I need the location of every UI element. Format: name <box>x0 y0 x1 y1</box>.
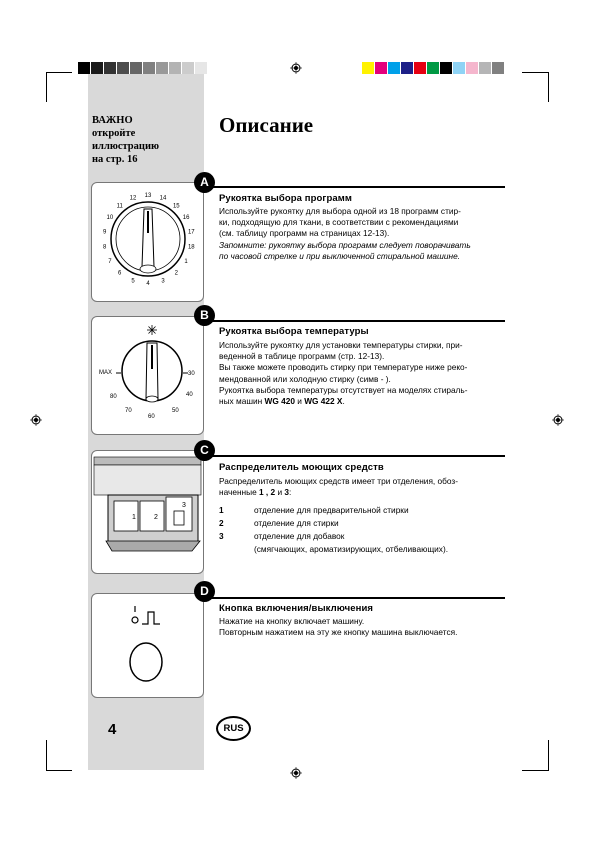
body-line: Рукоятка выбора температуры отсутствует на моделях стираль- <box>219 384 468 395</box>
color-swatch <box>362 62 374 74</box>
section-body-a <box>219 206 471 262</box>
detergent-drawer-panel <box>91 450 204 574</box>
registration-mark-icon <box>552 414 564 426</box>
dial-label: 4 <box>146 281 150 287</box>
color-swatch <box>195 62 207 74</box>
important-note-line: ВАЖНО <box>92 115 133 126</box>
body-text: и <box>275 487 285 498</box>
crop-mark <box>46 72 47 102</box>
list-item-number: 1 <box>219 505 224 515</box>
dial-label: 8 <box>103 244 107 251</box>
body-line: Вы также можете проводить стирку при температуре ниже реко- <box>219 362 468 373</box>
color-swatch <box>466 62 478 74</box>
dial-label: 12 <box>129 195 137 202</box>
dial-label: 3 <box>161 278 165 285</box>
dial-label: 15 <box>172 203 180 210</box>
power-button-illustration <box>92 594 203 697</box>
dial-label: 7 <box>108 259 112 265</box>
temperature-dial-panel <box>91 316 204 435</box>
dial-label: 40 <box>186 392 193 398</box>
section-badge-a: A <box>194 172 215 193</box>
body-text: . <box>342 396 345 407</box>
power-button-panel <box>91 593 204 698</box>
color-swatch <box>143 62 155 74</box>
body-line: Используйте рукоятку для выбора одной из 18 программ стир- <box>219 206 461 216</box>
crop-mark <box>46 740 47 770</box>
detergent-drawer-illustration <box>92 451 203 573</box>
body-line: Повторным нажатием на эту же кнопку машина выключается. <box>219 627 458 638</box>
color-swatch <box>453 62 465 74</box>
section-title-d: Кнопка включения/выключения <box>219 603 374 614</box>
section-divider <box>203 597 505 599</box>
snowflake-icon <box>147 325 157 335</box>
model-name: WG 422 X <box>304 396 343 407</box>
body-line: ки, подходящую для ткани, в соответствии с рекомендациями <box>219 217 459 228</box>
program-dial-panel <box>91 182 204 302</box>
list-item-note-text: (смягчающих, ароматизирующих, отбеливающих). <box>254 544 449 554</box>
section-body-c <box>219 476 458 498</box>
temperature-dial-illustration <box>92 317 203 434</box>
body-line-models <box>219 396 468 407</box>
section-badge-c: C <box>194 440 215 461</box>
color-swatch <box>401 62 413 74</box>
list-item-label: отделение для предварительной стирки <box>254 505 409 515</box>
color-swatch <box>91 62 103 74</box>
crop-mark <box>522 72 549 73</box>
section-divider <box>203 186 505 188</box>
section-body-d <box>219 616 457 638</box>
body-line: Используйте рукоятку для установки температуры стирки, при- <box>219 340 463 350</box>
dial-label: 30 <box>188 371 195 377</box>
model-name: WG 420 <box>264 396 295 407</box>
dial-label-max: MAX <box>99 370 113 376</box>
compartment-label: 3 <box>182 502 186 509</box>
color-swatch <box>492 62 504 74</box>
color-swatch <box>375 62 387 74</box>
page-title: Описание <box>219 113 314 137</box>
important-note-line: на стр. 16 <box>92 154 138 165</box>
dial-label: 9 <box>103 229 107 236</box>
dial-label: 60 <box>148 414 155 420</box>
compartment-label: 1 <box>132 514 136 521</box>
list-item-number: 3 <box>219 531 224 541</box>
color-swatch <box>78 62 90 74</box>
dial-label: 6 <box>118 270 122 277</box>
list-item-number: 2 <box>219 518 224 528</box>
color-swatch <box>156 62 168 74</box>
color-swatch <box>182 62 194 74</box>
dial-label: 50 <box>172 408 179 414</box>
dial-label: 2 <box>174 270 178 277</box>
dial-label: 1 <box>184 259 188 265</box>
color-swatch <box>117 62 129 74</box>
registration-mark-icon <box>30 414 42 426</box>
compartment-number: 1 , 2 <box>259 487 276 498</box>
dial-label: 16 <box>182 215 190 221</box>
body-line: мендованной или холодную стирку (симв - ). <box>219 373 391 384</box>
dial-label: 5 <box>131 278 135 285</box>
registration-mark-icon <box>290 767 302 779</box>
language-badge: RUS <box>216 716 251 741</box>
list-item-label: отделение для добавок <box>254 531 345 541</box>
color-swatch <box>440 62 452 74</box>
dial-label: 10 <box>106 215 114 221</box>
important-note-line: откройте <box>92 128 136 139</box>
dial-label: 18 <box>187 244 195 251</box>
body-line <box>219 487 458 498</box>
dial-label: 17 <box>187 229 195 236</box>
section-badge-b: B <box>194 305 215 326</box>
section-title-c: Распределитель моющих средств <box>219 462 384 473</box>
body-line: Распределитель моющих средств имеет три отделения, обоз- <box>219 476 459 486</box>
section-body-b <box>219 340 468 407</box>
body-text: : <box>289 487 292 498</box>
dial-label: 11 <box>116 203 123 210</box>
color-swatch <box>388 62 400 74</box>
dial-label: 70 <box>125 408 132 414</box>
color-swatch <box>169 62 181 74</box>
color-swatch <box>479 62 491 74</box>
registration-mark-icon <box>290 62 302 74</box>
crop-mark <box>522 770 549 771</box>
compartment-number: 3 <box>284 487 290 498</box>
crop-mark <box>548 72 549 102</box>
body-line-italic: по часовой стрелке и при выключенной стиральной машине. <box>219 250 461 261</box>
crop-mark <box>46 72 72 73</box>
body-text: ных машин <box>219 396 265 407</box>
color-swatch <box>414 62 426 74</box>
crop-mark <box>46 770 72 771</box>
section-divider <box>203 455 505 457</box>
compartment-label: 2 <box>154 514 158 521</box>
body-line: (см. таблицу программ на страницах 12-13). <box>219 228 390 239</box>
program-dial-illustration <box>92 183 203 301</box>
body-line: веденной в таблице программ (стр. 12-13). <box>219 351 385 362</box>
color-swatch <box>427 62 439 74</box>
body-text: и <box>294 396 305 407</box>
color-swatch <box>104 62 116 74</box>
section-title-b: Рукоятка выбора температуры <box>219 326 369 337</box>
list-item-label: отделение для стирки <box>254 518 339 528</box>
dial-label: 80 <box>110 394 117 400</box>
body-text: наченные <box>219 487 259 498</box>
section-badge-d: D <box>194 581 215 602</box>
important-note <box>92 114 204 166</box>
body-line-italic: Запомните: рукоятку выбора программ следует поворачивать <box>219 239 471 250</box>
color-swatch <box>130 62 142 74</box>
section-title-a: Рукоятка выбора программ <box>219 193 352 204</box>
page-number: 4 <box>108 721 117 738</box>
section-divider <box>203 320 505 322</box>
important-note-line: иллюстрацию <box>92 141 160 152</box>
power-switch-icon <box>132 606 160 624</box>
dial-label: 14 <box>159 195 167 202</box>
dial-label: 13 <box>144 193 152 199</box>
body-line: Нажатие на кнопку включает машину. <box>219 616 365 626</box>
crop-mark <box>548 740 549 770</box>
